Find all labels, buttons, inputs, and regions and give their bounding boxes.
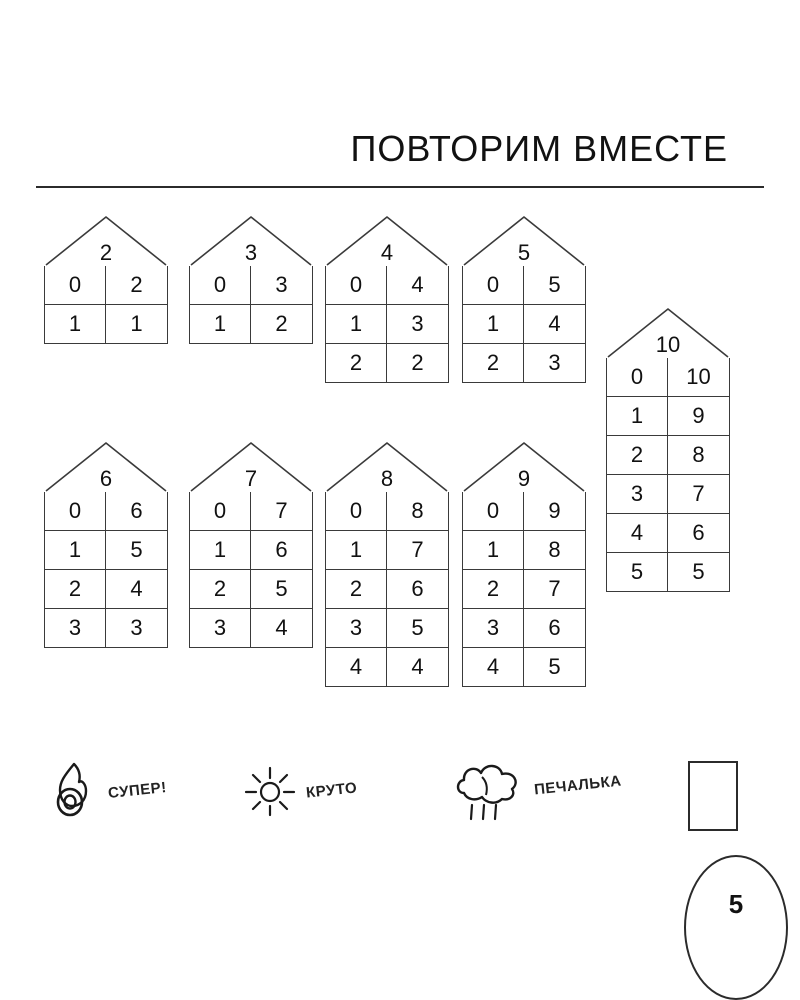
house-cell-left[interactable]: 3 (607, 475, 668, 513)
house-roof (44, 214, 168, 266)
house-cell-left[interactable]: 1 (45, 531, 106, 569)
house-roof (44, 440, 168, 492)
number-house-2 (44, 214, 168, 344)
number-house-5 (462, 214, 586, 383)
house-row (463, 344, 585, 382)
house-cell-right[interactable]: 6 (692, 520, 705, 545)
house-cell-left[interactable]: 1 (190, 531, 251, 569)
fire-icon (44, 760, 100, 820)
house-rows (606, 358, 730, 592)
house-roof-number: 2 (99, 240, 113, 265)
house-cell-left[interactable]: 2 (607, 436, 668, 474)
house-row (463, 531, 585, 570)
house-cell-right[interactable]: 3 (411, 311, 424, 336)
house-cell-right[interactable]: 4 (130, 576, 143, 601)
house-cell-right[interactable]: 3 (130, 615, 143, 640)
house-cell-right[interactable]: 4 (275, 615, 288, 640)
house-cell-left[interactable]: 1 (607, 397, 668, 435)
number-house-8 (325, 440, 449, 687)
page-number-badge (684, 855, 788, 1000)
house-row (607, 475, 729, 514)
number-house-4 (325, 214, 449, 383)
house-row (607, 397, 729, 436)
house-cell-left[interactable]: 1 (45, 305, 106, 343)
house-cell-left[interactable]: 0 (45, 492, 106, 530)
house-rows (44, 266, 168, 344)
house-row (326, 305, 448, 344)
house-cell-right[interactable]: 4 (411, 654, 424, 679)
house-row (45, 305, 167, 343)
sticker-sad-label: ПЕЧАЛЬКА (533, 771, 623, 799)
house-cell-left[interactable]: 3 (45, 609, 106, 647)
house-roof (462, 440, 586, 492)
house-roof-number: 9 (517, 466, 531, 491)
house-row (463, 609, 585, 648)
sticker-super (44, 760, 167, 820)
house-cell-left[interactable]: 2 (463, 570, 524, 608)
house-cell-left[interactable]: 2 (190, 570, 251, 608)
house-cell-right[interactable]: 7 (692, 481, 705, 506)
house-row (190, 570, 312, 609)
house-cell-right[interactable]: 5 (130, 537, 143, 562)
house-roof (325, 440, 449, 492)
house-cell-left[interactable]: 0 (463, 266, 524, 304)
house-cell-right[interactable]: 9 (692, 403, 705, 428)
house-row (607, 553, 729, 591)
house-cell-right[interactable]: 7 (411, 537, 424, 562)
house-row (463, 648, 585, 686)
house-row (45, 266, 167, 305)
house-roof-number: 5 (517, 240, 531, 265)
page-number-oval-shape (684, 855, 788, 1000)
house-cell-right[interactable]: 8 (411, 498, 424, 523)
house-cell-left[interactable]: 2 (326, 570, 387, 608)
house-roof-number: 7 (244, 466, 258, 491)
house-cell-left[interactable]: 3 (326, 609, 387, 647)
house-cell-right[interactable]: 6 (275, 537, 288, 562)
house-rows (325, 492, 449, 687)
title-divider (36, 186, 764, 188)
house-row (45, 492, 167, 531)
house-cell-left[interactable]: 5 (607, 553, 668, 591)
number-house-10 (606, 306, 730, 592)
house-cell-left[interactable]: 2 (463, 344, 524, 382)
answer-box[interactable] (688, 761, 738, 831)
house-row (190, 305, 312, 343)
house-roof (606, 306, 730, 358)
house-cell-right[interactable]: 1 (130, 311, 143, 336)
house-row (45, 609, 167, 647)
house-row (45, 531, 167, 570)
house-cell-right[interactable]: 6 (411, 576, 424, 601)
house-cell-right[interactable]: 8 (692, 442, 705, 467)
house-cell-left[interactable]: 3 (190, 609, 251, 647)
house-cell-right[interactable]: 3 (548, 350, 561, 375)
house-cell-right[interactable]: 8 (548, 537, 561, 562)
number-house-9 (462, 440, 586, 687)
house-cell-left[interactable]: 4 (607, 514, 668, 552)
house-roof-number: 8 (380, 466, 394, 491)
number-house-6 (44, 440, 168, 648)
number-house-3 (189, 214, 313, 344)
house-cell-right[interactable]: 9 (548, 498, 561, 523)
house-row (326, 609, 448, 648)
house-row (607, 436, 729, 475)
house-roof-number: 4 (380, 240, 394, 265)
house-cell-left[interactable]: 1 (463, 531, 524, 569)
page-number: 5 (728, 889, 744, 919)
house-cell-right[interactable]: 7 (548, 576, 561, 601)
house-cell-right[interactable]: 3 (275, 272, 288, 297)
house-cell-left[interactable]: 4 (326, 648, 387, 686)
house-cell-left[interactable]: 1 (326, 305, 387, 343)
house-cell-left[interactable]: 4 (463, 648, 524, 686)
house-cell-left[interactable]: 0 (45, 266, 106, 304)
house-cell-right[interactable]: 10 (686, 364, 711, 389)
house-cell-right[interactable]: 6 (548, 615, 561, 640)
house-rows (325, 266, 449, 383)
house-cell-right[interactable]: 5 (275, 576, 288, 601)
house-cell-right[interactable]: 2 (411, 350, 424, 375)
number-house-7 (189, 440, 313, 648)
page-title: ПОВТОРИМ ВМЕСТЕ (350, 128, 728, 169)
house-roof-number: 3 (244, 240, 258, 265)
house-rows (189, 266, 313, 344)
house-roof-number: 6 (99, 466, 113, 491)
sticker-sad (452, 755, 622, 815)
house-row (463, 492, 585, 531)
house-cell-left[interactable]: 0 (190, 266, 251, 304)
house-cell-right[interactable]: 2 (275, 311, 288, 336)
house-rows (462, 266, 586, 383)
house-roof (462, 214, 586, 266)
sticker-super-label: СУПЕР! (107, 778, 168, 802)
house-cell-right[interactable]: 6 (130, 498, 143, 523)
house-row (326, 492, 448, 531)
house-row (190, 531, 312, 570)
house-row (326, 266, 448, 305)
house-rows (44, 492, 168, 648)
house-roof-number: 10 (655, 332, 681, 357)
house-row (463, 570, 585, 609)
house-cell-left[interactable]: 0 (326, 266, 387, 304)
house-cell-left[interactable]: 3 (463, 609, 524, 647)
house-cell-right[interactable]: 2 (130, 272, 143, 297)
sticker-cool-label: КРУТО (305, 778, 358, 802)
rain-cloud-icon (452, 755, 526, 815)
house-row (326, 531, 448, 570)
house-cell-right[interactable]: 5 (548, 272, 561, 297)
house-cell-left[interactable]: 2 (326, 344, 387, 382)
house-cell-right[interactable]: 5 (692, 559, 705, 584)
house-cell-right[interactable]: 5 (411, 615, 424, 640)
house-cell-right[interactable]: 5 (548, 654, 561, 679)
house-cell-left[interactable]: 1 (190, 305, 251, 343)
house-cell-left[interactable]: 0 (326, 492, 387, 530)
house-row (326, 570, 448, 609)
house-row (326, 648, 448, 686)
sun-icon (242, 760, 298, 820)
house-rows (462, 492, 586, 687)
house-row (607, 358, 729, 397)
house-row (463, 266, 585, 305)
house-row (326, 344, 448, 382)
house-cell-left[interactable]: 1 (463, 305, 524, 343)
house-cell-left[interactable]: 1 (326, 531, 387, 569)
house-cell-right[interactable]: 4 (411, 272, 424, 297)
house-row (190, 266, 312, 305)
house-row (190, 609, 312, 647)
house-cell-right[interactable]: 4 (548, 311, 561, 336)
house-rows (189, 492, 313, 648)
house-row (45, 570, 167, 609)
house-row (190, 492, 312, 531)
house-roof (325, 214, 449, 266)
house-cell-left[interactable]: 0 (190, 492, 251, 530)
house-roof (189, 440, 313, 492)
house-roof (189, 214, 313, 266)
house-row (607, 514, 729, 553)
house-cell-left[interactable]: 0 (607, 358, 668, 396)
house-row (463, 305, 585, 344)
house-cell-left[interactable]: 2 (45, 570, 106, 608)
house-cell-right[interactable]: 7 (275, 498, 288, 523)
sticker-cool (242, 760, 357, 820)
house-cell-left[interactable]: 0 (463, 492, 524, 530)
